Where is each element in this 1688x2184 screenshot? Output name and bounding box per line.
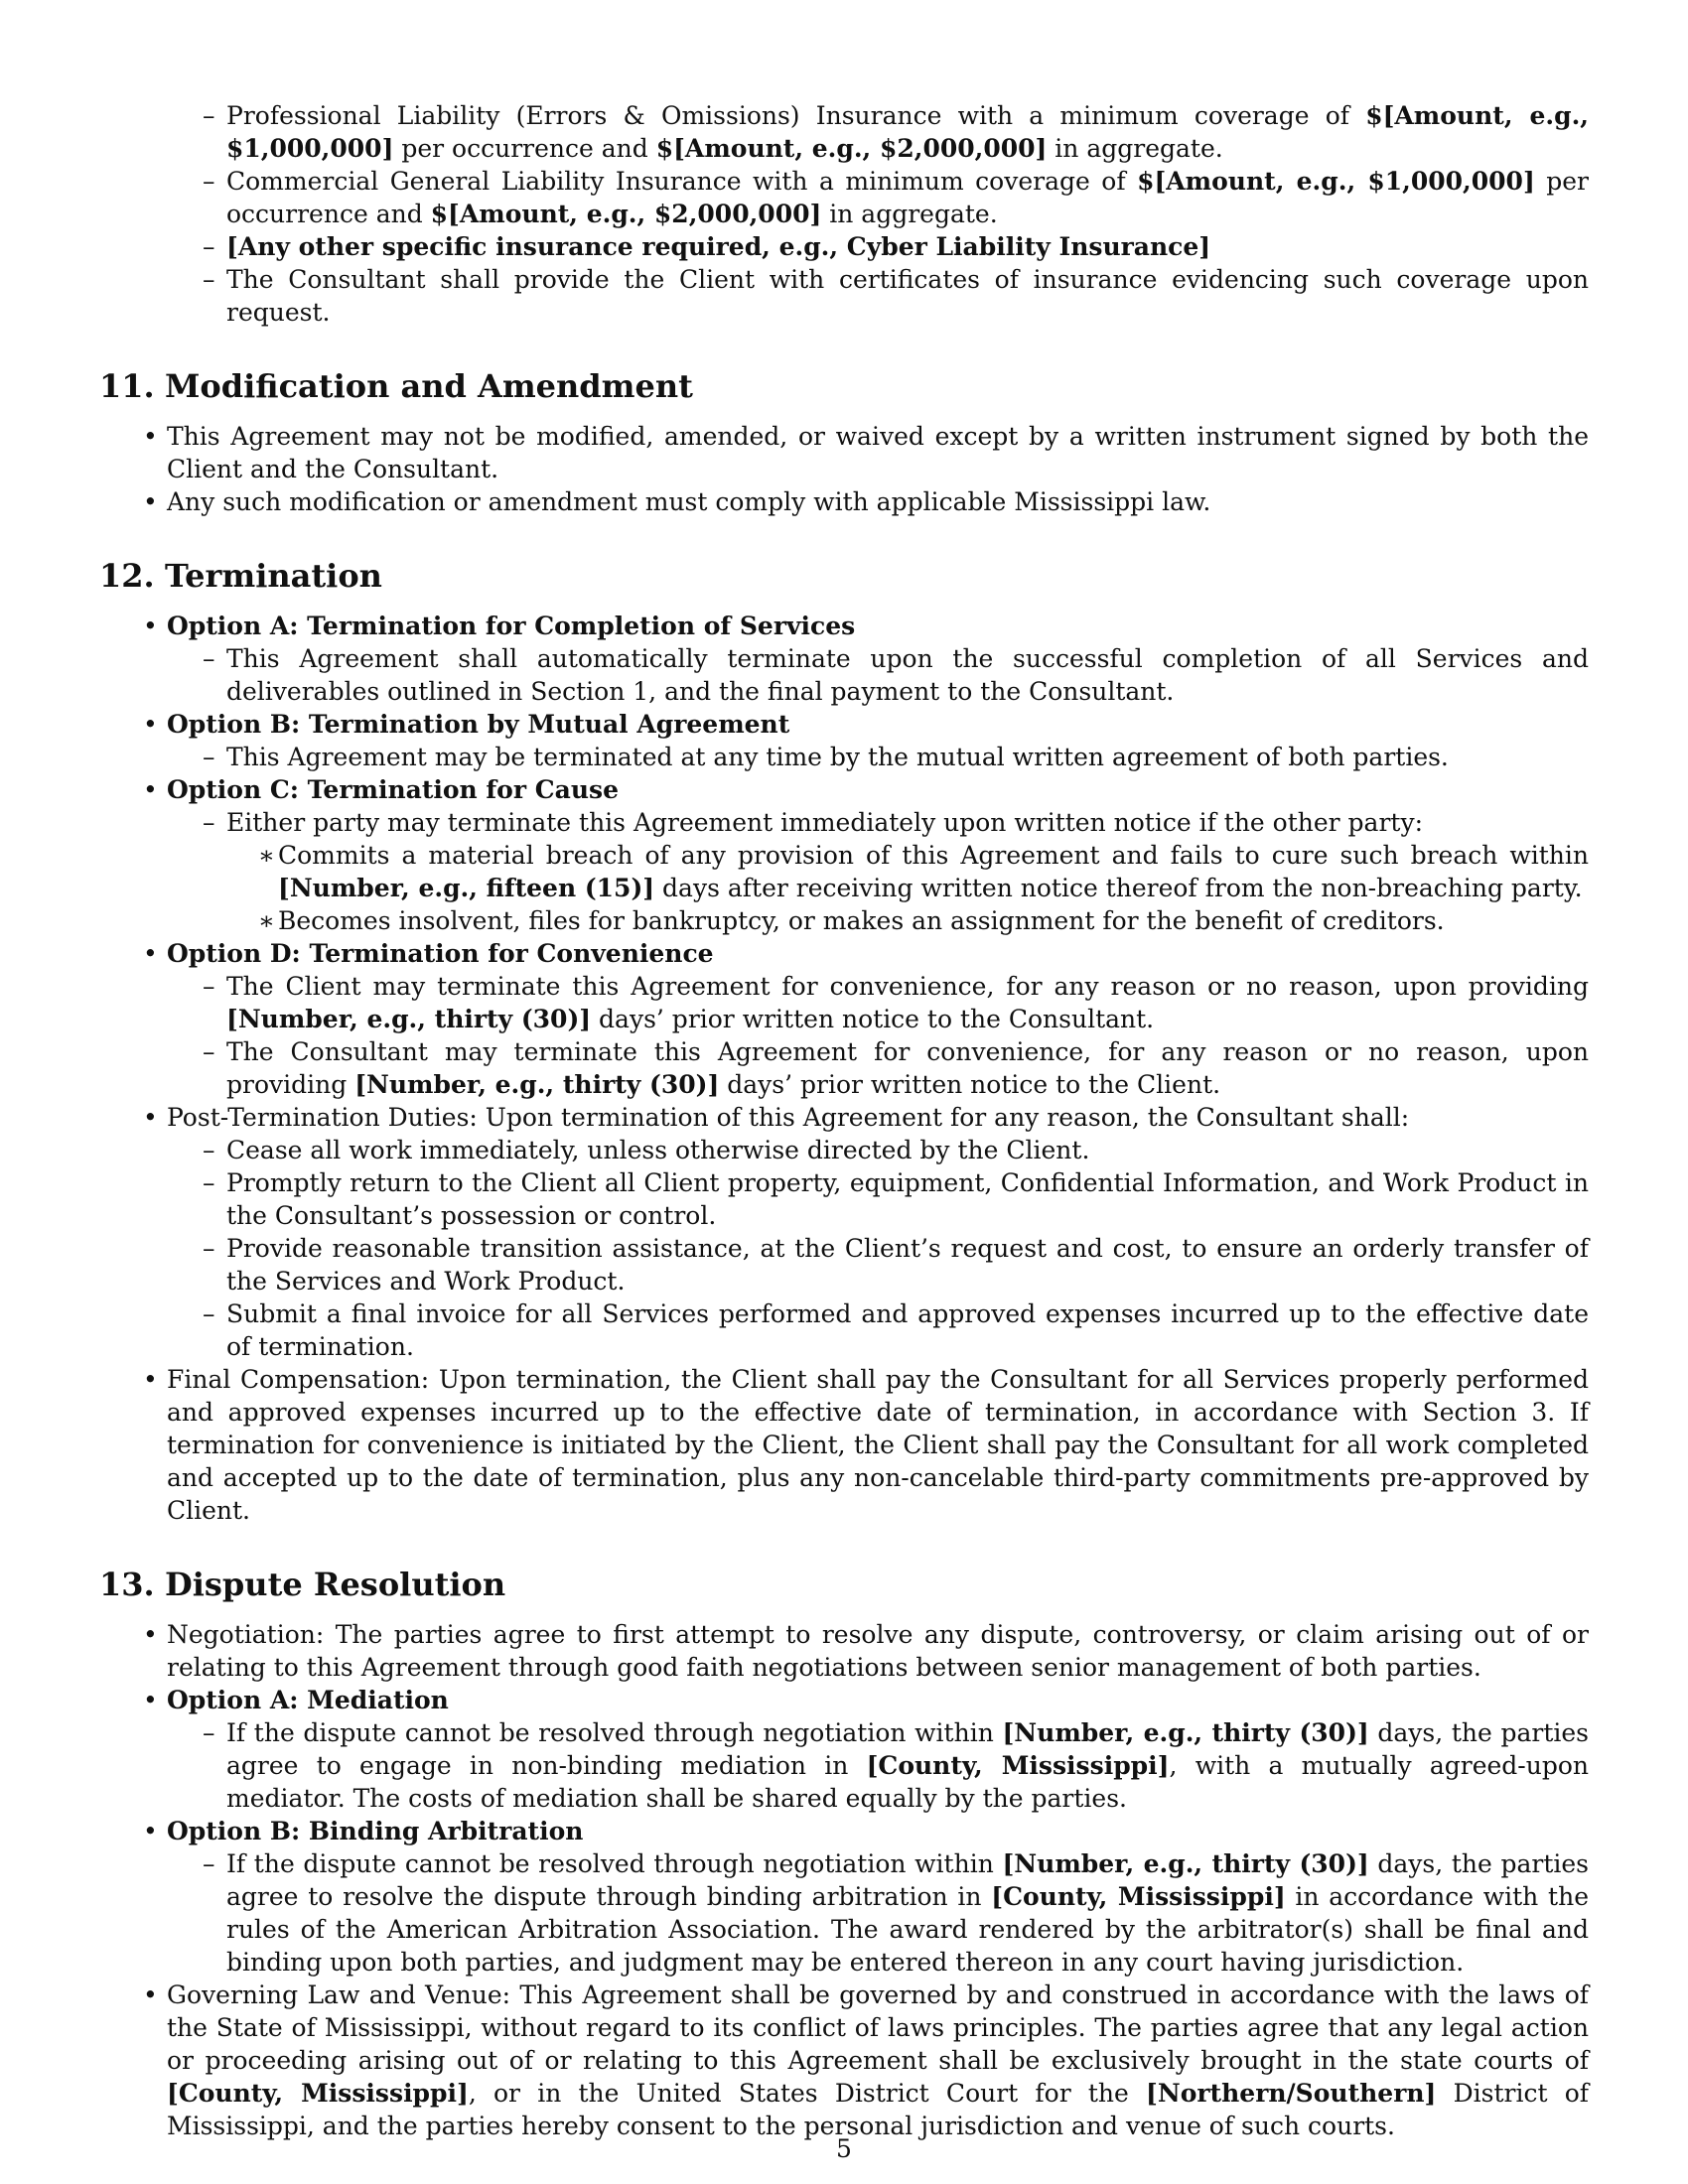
list-item: • Post-Termination Duties: Upon termination of this Agreement for any reason, the Consultant shall: – Cease all work immediately, unless otherwise directed by the Client. – Promptly return to the Client all Client property, equipment, Confidential Information, and Work Product in the Consultant’s possession or control. – Provide reasonable transition assistance, at the Client’s request and cost, to ensure an orderly transfer of the Services and Work Product. – Submit a final invoice for all Services performed and approved expenses incurred up to the effective date of termination. [99, 1101, 1589, 1363]
list-item: – Provide reasonable transition assistance, at the Client’s request and cost, to ensure an orderly transfer of the Services and Work Product. [167, 1232, 1589, 1297]
section-11-list [99, 420, 1589, 518]
list-item: – [Any other specific insurance required, e.g., Cyber Liability Insurance] [167, 230, 1589, 263]
section-13-list [99, 1618, 1589, 2142]
list-item: – This Agreement may be terminated at any time by the mutual written agreement of both parties. [167, 741, 1589, 773]
list-item: • Option A: Mediation – If the dispute cannot be resolved through negotiation within [Number, e.g., thirty (30)] days, the parties agree to engage in non-binding mediation in [County, Mississippi], with a mutually agreed-upon mediator. The costs of mediation shall be shared equally by the parties. [99, 1684, 1589, 1815]
list-item: • Option A: Termination for Completion of Services – This Agreement shall automatically terminate upon the successful completion of all Services and deliverables outlined in Section 1, and the final payment to the Consultant. [99, 610, 1589, 708]
list-item: • Negotiation: The parties agree to first attempt to resolve any dispute, controversy, or claim arising out of or relating to this Agreement through good faith negotiations between senior management of both parties. [99, 1618, 1589, 1684]
list-item: – If the dispute cannot be resolved through negotiation within [Number, e.g., thirty (30)] days, the parties agree to engage in non-binding mediation in [County, Mississippi], with a mutually agreed-upon mediator. The costs of mediation shall be shared equally by the parties. [167, 1716, 1589, 1815]
list-item: • Option D: Termination for Convenience – The Client may terminate this Agreement for convenience, for any reason or no reason, upon providing [Number, e.g., thirty (30)] days’ prior written notice to the Consultant. – The Consultant may terminate this Agreement for convenience, for any reason or no reason, upon providing [Number, e.g., thirty (30)] days’ prior written notice to the Client. [99, 937, 1589, 1101]
section-12-list [99, 610, 1589, 1527]
section-heading-11: 11. Modification and Amendment [99, 367, 693, 405]
section-heading-12: 12. Termination [99, 557, 382, 595]
section-heading-13: 13. Dispute Resolution [99, 1566, 506, 1603]
list-item: – The Consultant may terminate this Agreement for convenience, for any reason or no reason, upon providing [Number, e.g., thirty (30)] days’ prior written notice to the Client. [167, 1035, 1589, 1101]
list-item: – Commercial General Liability Insurance with a minimum coverage of $[Amount, e.g., $1,000,000] per occurrence and $[Amount, e.g., $2,000,000] in aggregate. [167, 165, 1589, 230]
insurance-list [167, 99, 1589, 329]
list-item: • Any such modification or amendment must comply with applicable Mississippi law. [99, 485, 1589, 518]
list-item: – The Client may terminate this Agreement for convenience, for any reason or no reason, upon providing [Number, e.g., thirty (30)] days’ prior written notice to the Consultant. [167, 970, 1589, 1035]
list-item: – The Consultant shall provide the Client with certificates of insurance evidencing such coverage upon request. [167, 263, 1589, 329]
list-item: – Professional Liability (Errors & Omissions) Insurance with a minimum coverage of $[Amount, e.g., $1,000,000] per occurrence and $[Amount, e.g., $2,000,000] in aggregate. [167, 99, 1589, 165]
list-item: – If the dispute cannot be resolved through negotiation within [Number, e.g., thirty (30)] days, the parties agree to resolve the dispute through binding arbitration in [County, Mississippi] in accordance with the rules of the American Arbitration Association. The award rendered by the arbitrator(s) shall be final and binding upon both parties, and judgment may be entered thereon in any court having jurisdiction. [167, 1847, 1589, 1979]
list-item: – Either party may terminate this Agreement immediately upon written notice if the other party: ∗ Commits a material breach of any provision of this Agreement and fails to cure such breach within [Number, e.g., fifteen (15)] days after receiving written notice thereof from the non-breaching party. ∗ Becomes insolvent, files for bankruptcy, or makes an assignment for the benefit of creditors. [167, 806, 1589, 937]
list-item: – Submit a final invoice for all Services performed and approved expenses incurred up to the effective date of termination. [167, 1297, 1589, 1363]
list-item: • Option C: Termination for Cause – Either party may terminate this Agreement immediately upon written notice if the other party: ∗ Commits a material breach of any provision of this Agreement and fails to cure such breach within [Number, e.g., fifteen (15)] days after receiving written notice thereof from the non-breaching party. ∗ Becomes insolvent, files for bankruptcy, or makes an assignment for the benefit of creditors. [99, 773, 1589, 937]
list-item: • This Agreement may not be modified, amended, or waived except by a written instrument signed by both the Client and the Consultant. [99, 420, 1589, 485]
document-page [99, 99, 1589, 2142]
list-item: – Cease all work immediately, unless otherwise directed by the Client. [167, 1134, 1589, 1166]
list-item: • Final Compensation: Upon termination, the Client shall pay the Consultant for all Services properly performed and approved expenses incurred up to the effective date of termination, in accordance with Section 3. If termination for convenience is initiated by the Client, the Client shall pay the Consultant for all work completed and accepted up to the date of termination, plus any non-cancelable third-party commitments pre-approved by Client. [99, 1363, 1589, 1527]
list-item: • Option B: Binding Arbitration – If the dispute cannot be resolved through negotiation within [Number, e.g., thirty (30)] days, the parties agree to resolve the dispute through binding arbitration in [County, Mississippi] in accordance with the rules of the American Arbitration Association. The award rendered by the arbitrator(s) shall be final and binding upon both parties, and judgment may be entered thereon in any court having jurisdiction. [99, 1815, 1589, 1979]
page-number: 5 [836, 2134, 852, 2163]
list-item: ∗ Commits a material breach of any provision of this Agreement and fails to cure such breach within [Number, e.g., fifteen (15)] days after receiving written notice thereof from the non-breaching party. [226, 839, 1589, 904]
list-item: • Governing Law and Venue: This Agreement shall be governed by and construed in accordance with the laws of the State of Mississippi, without regard to its conflict of laws principles. The parties agree that any legal action or proceeding arising out of or relating to this Agreement shall be exclusively brought in the state courts of [County, Mississippi], or in the United States District Court for the [Northern/Southern] District of Mississippi, and the parties hereby consent to the personal jurisdiction and venue of such courts. [99, 1979, 1589, 2142]
list-item: ∗ Becomes insolvent, files for bankruptcy, or makes an assignment for the benefit of creditors. [226, 904, 1589, 937]
list-item: – Promptly return to the Client all Client property, equipment, Confidential Information, and Work Product in the Consultant’s possession or control. [167, 1166, 1589, 1232]
list-item: • Option B: Termination by Mutual Agreement – This Agreement may be terminated at any time by the mutual written agreement of both parties. [99, 708, 1589, 773]
list-item: – This Agreement shall automatically terminate upon the successful completion of all Services and deliverables outlined in Section 1, and the final payment to the Consultant. [167, 642, 1589, 708]
